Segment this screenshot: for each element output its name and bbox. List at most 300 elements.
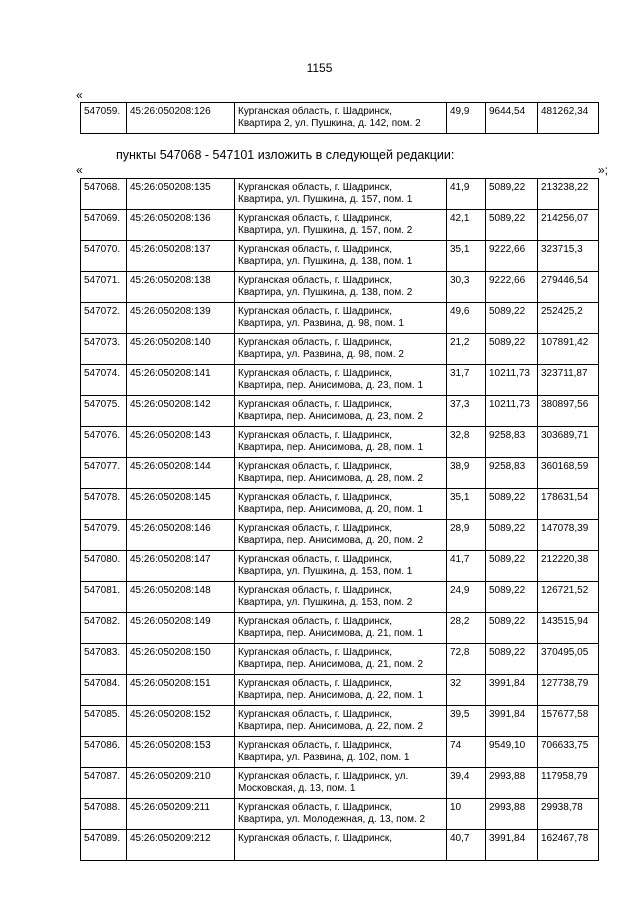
- address-cell: [235, 830, 447, 861]
- cadastral-number-cell: [127, 210, 235, 241]
- total-value: 323715,3: [541, 244, 583, 255]
- address-line: Квартира, пер. Анисимова, д. 28, пом. 1: [238, 442, 424, 453]
- address-line: Курганская область, г. Шадринск,: [238, 647, 393, 658]
- row-number: 547075.: [84, 399, 121, 410]
- total-value: 147078,39: [541, 523, 589, 534]
- address-cell: [235, 458, 447, 489]
- row-number: 547078.: [84, 492, 121, 503]
- cadastral-number-cell: [127, 830, 235, 861]
- cadastral-number-cell: [127, 551, 235, 582]
- cadastral-number: 45:26:050208:140: [130, 337, 211, 348]
- area: 28,2: [450, 616, 470, 627]
- row-number-cell: [81, 799, 127, 830]
- address-line: Курганская область, г. Шадринск,: [238, 306, 393, 317]
- address-cell: [235, 103, 447, 134]
- row-number-cell: [81, 582, 127, 613]
- price-per-unit: 9222,66: [489, 244, 526, 255]
- cadastral-number-cell: [127, 737, 235, 768]
- area: 30,3: [450, 275, 470, 286]
- address-line: Курганская область, г. Шадринск,: [238, 554, 393, 565]
- address-line: Квартира, ул. Развина, д. 98, пом. 1: [238, 318, 404, 329]
- total-value-cell: [538, 334, 599, 365]
- total-value: 117958,79: [541, 771, 588, 782]
- price-per-unit: 3991,84: [489, 678, 526, 689]
- address-line: Квартира, ул. Пушкина, д. 138, пом. 2: [238, 287, 413, 298]
- area: 10: [450, 802, 462, 813]
- price-per-unit-cell: [486, 520, 538, 551]
- price-per-unit: 5089,22: [489, 306, 526, 317]
- address-line: Квартира, пер. Анисимова, д. 20, пом. 1: [238, 504, 424, 515]
- price-per-unit: 2993,88: [489, 771, 526, 782]
- cadastral-number-cell: [127, 241, 235, 272]
- row-number: 547086.: [84, 740, 121, 751]
- row-number: 547081.: [84, 585, 121, 596]
- price-per-unit: 9258,83: [489, 461, 526, 472]
- cadastral-number: 45:26:050208:150: [130, 647, 211, 658]
- table-row: [81, 551, 599, 582]
- total-value-cell: [538, 737, 599, 768]
- row-number: 547084.: [84, 678, 121, 689]
- area-cell: [447, 706, 486, 737]
- address-cell: [235, 303, 447, 334]
- price-per-unit: 9222,66: [489, 275, 526, 286]
- price-per-unit-cell: [486, 103, 538, 134]
- address-cell: [235, 706, 447, 737]
- area-cell: [447, 210, 486, 241]
- cadastral-number: 45:26:050208:152: [130, 709, 211, 720]
- cadastral-number-cell: [127, 272, 235, 303]
- total-value-cell: [538, 830, 599, 861]
- total-value-cell: [538, 458, 599, 489]
- address-line: Квартира, ул. Пушкина, д. 153, пом. 2: [238, 597, 413, 608]
- area-cell: [447, 551, 486, 582]
- address-line: Квартира, пер. Анисимова, д. 23, пом. 2: [238, 411, 424, 422]
- row-number: 547083.: [84, 647, 121, 658]
- price-per-unit: 9644,54: [489, 106, 526, 117]
- address-line: Курганская область, г. Шадринск,: [238, 182, 393, 193]
- price-per-unit: 5089,22: [489, 492, 526, 503]
- area: 41,9: [450, 182, 470, 193]
- price-per-unit-cell: [486, 210, 538, 241]
- table-row: [81, 644, 599, 675]
- price-per-unit-cell: [486, 799, 538, 830]
- cadastral-number: 45:26:050208:142: [130, 399, 211, 410]
- row-number-cell: [81, 396, 127, 427]
- row-number-cell: [81, 520, 127, 551]
- total-value: 252425,2: [541, 306, 583, 317]
- price-per-unit-cell: [486, 272, 538, 303]
- area-cell: [447, 396, 486, 427]
- address-cell: [235, 489, 447, 520]
- total-value: 214256,07: [541, 213, 589, 224]
- total-value: 126721,52: [541, 585, 589, 596]
- cadastral-number: 45:26:050208:138: [130, 275, 211, 286]
- price-per-unit: 5089,22: [489, 647, 526, 658]
- address-cell: [235, 551, 447, 582]
- price-per-unit: 9258,83: [489, 430, 526, 441]
- cadastral-number-cell: [127, 644, 235, 675]
- address-line: Курганская область, г. Шадринск,: [238, 337, 393, 348]
- address-line: Квартира 2, ул. Пушкина, д. 142, пом. 2: [238, 118, 421, 129]
- row-number-cell: [81, 613, 127, 644]
- cadastral-number: 45:26:050208:151: [130, 678, 211, 689]
- total-value-cell: [538, 365, 599, 396]
- address-line: Квартира, пер. Анисимова, д. 21, пом. 1: [238, 628, 424, 639]
- row-number-cell: [81, 489, 127, 520]
- cadastral-number: 45:26:050208:143: [130, 430, 211, 441]
- cadastral-number-cell: [127, 520, 235, 551]
- table-row: [81, 706, 599, 737]
- table-row: [81, 799, 599, 830]
- row-number-cell: [81, 768, 127, 799]
- area-cell: [447, 427, 486, 458]
- total-value: 29938,78: [541, 802, 583, 813]
- total-value: 481262,34: [541, 106, 589, 117]
- cadastral-number: 45:26:050208:148: [130, 585, 211, 596]
- price-per-unit-cell: [486, 334, 538, 365]
- price-per-unit: 10211,73: [489, 368, 530, 379]
- total-value-cell: [538, 799, 599, 830]
- area: 35,1: [450, 244, 470, 255]
- row-number-cell: [81, 427, 127, 458]
- cadastral-number-cell: [127, 365, 235, 396]
- page-number: 1155: [306, 61, 333, 75]
- total-value: 706633,75: [541, 740, 589, 751]
- area: 38,9: [450, 461, 470, 472]
- table-row: [81, 272, 599, 303]
- area: 41,7: [450, 554, 470, 565]
- cadastral-number-cell: [127, 458, 235, 489]
- area: 21,2: [450, 337, 470, 348]
- cadastral-number-cell: [127, 303, 235, 334]
- area-cell: [447, 644, 486, 675]
- cadastral-number-cell: [127, 489, 235, 520]
- row-number: 547068.: [84, 182, 121, 193]
- address-line: Курганская область, г. Шадринск,: [238, 430, 393, 441]
- price-per-unit: 5089,22: [489, 337, 526, 348]
- price-per-unit: 9549,10: [489, 740, 526, 751]
- cadastral-number: 45:26:050208:135: [130, 182, 211, 193]
- row-number: 547082.: [84, 616, 121, 627]
- area-cell: [447, 241, 486, 272]
- table-row: [81, 582, 599, 613]
- total-value: 162467,78: [541, 833, 589, 844]
- area: 31,7: [450, 368, 470, 379]
- total-value: 360168,59: [541, 461, 589, 472]
- address-cell: [235, 179, 447, 210]
- address-line: Курганская область, г. Шадринск,: [238, 244, 393, 255]
- row-number-cell: [81, 644, 127, 675]
- table-row: [81, 613, 599, 644]
- address-cell: [235, 675, 447, 706]
- price-per-unit-cell: [486, 458, 538, 489]
- total-value-cell: [538, 582, 599, 613]
- address-line: Московская, д. 13, пом. 1: [238, 783, 356, 794]
- row-number-cell: [81, 737, 127, 768]
- address-line: Квартира, пер. Анисимова, д. 20, пом. 2: [238, 535, 424, 546]
- table-row: [81, 241, 599, 272]
- total-value: 279446,54: [541, 275, 589, 286]
- address-line: Квартира, ул. Пушкина, д. 138, пом. 1: [238, 256, 413, 267]
- row-number: 547072.: [84, 306, 121, 317]
- row-number-cell: [81, 103, 127, 134]
- area: 32: [450, 678, 462, 689]
- cadastral-number-cell: [127, 179, 235, 210]
- price-per-unit-cell: [486, 675, 538, 706]
- price-per-unit-cell: [486, 396, 538, 427]
- row-number-cell: [81, 210, 127, 241]
- total-value-cell: [538, 427, 599, 458]
- cadastral-number-cell: [127, 675, 235, 706]
- cadastral-number: 45:26:050209:212: [130, 833, 211, 844]
- row-number: 547069.: [84, 213, 121, 224]
- table-row: [81, 427, 599, 458]
- address-line: Квартира, пер. Анисимова, д. 22, пом. 1: [238, 690, 424, 701]
- table-row: [81, 103, 599, 134]
- row-number: 547079.: [84, 523, 121, 534]
- total-value-cell: [538, 179, 599, 210]
- table-row: [81, 675, 599, 706]
- cadastral-number-cell: [127, 799, 235, 830]
- address-cell: [235, 613, 447, 644]
- total-value-cell: [538, 210, 599, 241]
- address-cell: [235, 210, 447, 241]
- row-number: 547071.: [84, 275, 121, 286]
- area: 24,9: [450, 585, 470, 596]
- table-row: [81, 210, 599, 241]
- row-number: 547080.: [84, 554, 121, 565]
- address-line: Квартира, пер. Анисимова, д. 23, пом. 1: [238, 380, 424, 391]
- price-per-unit-cell: [486, 179, 538, 210]
- total-value-cell: [538, 706, 599, 737]
- price-per-unit-cell: [486, 706, 538, 737]
- cadastral-number: 45:26:050208:141: [130, 368, 211, 379]
- row-number-cell: [81, 706, 127, 737]
- register-table: [80, 178, 599, 861]
- area-cell: [447, 458, 486, 489]
- cadastral-number: 45:26:050209:211: [130, 802, 210, 813]
- address-cell: [235, 427, 447, 458]
- row-number-cell: [81, 272, 127, 303]
- total-value: 107891,42: [541, 337, 589, 348]
- row-number-cell: [81, 303, 127, 334]
- area: 72,8: [450, 647, 470, 658]
- price-per-unit-cell: [486, 551, 538, 582]
- address-line: Курганская область, г. Шадринск, ул.: [238, 771, 409, 782]
- area-cell: [447, 613, 486, 644]
- price-per-unit-cell: [486, 768, 538, 799]
- area-cell: [447, 303, 486, 334]
- total-value-cell: [538, 103, 599, 134]
- total-value: 213238,22: [541, 182, 589, 193]
- area-cell: [447, 103, 486, 134]
- row-number: 547076.: [84, 430, 121, 441]
- address-line: Курганская область, г. Шадринск,: [238, 461, 393, 472]
- cadastral-number: 45:26:050208:136: [130, 213, 211, 224]
- row-number-cell: [81, 179, 127, 210]
- total-value: 212220,38: [541, 554, 589, 565]
- row-number: 547089.: [84, 833, 121, 844]
- row-number-cell: [81, 675, 127, 706]
- address-line: Курганская область, г. Шадринск,: [238, 492, 393, 503]
- table-row: [81, 520, 599, 551]
- area-cell: [447, 272, 486, 303]
- area-cell: [447, 365, 486, 396]
- row-number: 547077.: [84, 461, 121, 472]
- open-quote: «: [76, 88, 83, 102]
- area: 37,3: [450, 399, 470, 410]
- address-cell: [235, 799, 447, 830]
- price-per-unit-cell: [486, 241, 538, 272]
- address-cell: [235, 241, 447, 272]
- cadastral-number: 45:26:050208:147: [130, 554, 211, 565]
- table-row: [81, 365, 599, 396]
- table-row: [81, 458, 599, 489]
- close-quote: »;: [598, 163, 609, 177]
- address-line: Квартира, ул. Молодежная, д. 13, пом. 2: [238, 814, 426, 825]
- total-value-cell: [538, 644, 599, 675]
- address-line: Курганская область, г. Шадринск,: [238, 709, 393, 720]
- row-number-cell: [81, 458, 127, 489]
- address-line: Курганская область, г. Шадринск,: [238, 106, 393, 117]
- address-line: Квартира, пер. Анисимова, д. 21, пом. 2: [238, 659, 424, 670]
- address-line: Квартира, ул. Пушкина, д. 157, пом. 2: [238, 225, 413, 236]
- price-per-unit: 5089,22: [489, 182, 526, 193]
- cadastral-number-cell: [127, 582, 235, 613]
- address-line: Курганская область, г. Шадринск,: [238, 399, 393, 410]
- price-per-unit: 5089,22: [489, 616, 526, 627]
- address-line: Квартира, ул. Пушкина, д. 153, пом. 1: [238, 566, 413, 577]
- price-per-unit-cell: [486, 427, 538, 458]
- address-line: Курганская область, г. Шадринск,: [238, 368, 393, 379]
- row-number: 547070.: [84, 244, 121, 255]
- area-cell: [447, 675, 486, 706]
- area-cell: [447, 520, 486, 551]
- price-per-unit: 10211,73: [489, 399, 530, 410]
- table-row: [81, 830, 599, 861]
- total-value: 157677,58: [541, 709, 589, 720]
- area-cell: [447, 737, 486, 768]
- cadastral-number: 45:26:050208:153: [130, 740, 211, 751]
- area-cell: [447, 179, 486, 210]
- row-number: 547085.: [84, 709, 121, 720]
- area: 39,5: [450, 709, 470, 720]
- area: 49,6: [450, 306, 470, 317]
- cadastral-number-cell: [127, 396, 235, 427]
- total-value-cell: [538, 241, 599, 272]
- price-per-unit-cell: [486, 737, 538, 768]
- address-cell: [235, 737, 447, 768]
- price-per-unit-cell: [486, 489, 538, 520]
- table-row: [81, 303, 599, 334]
- address-line: Курганская область, г. Шадринск,: [238, 213, 393, 224]
- cadastral-number-cell: [127, 706, 235, 737]
- price-per-unit-cell: [486, 830, 538, 861]
- price-per-unit: 5089,22: [489, 213, 526, 224]
- area: 35,1: [450, 492, 470, 503]
- table-row: [81, 396, 599, 427]
- area: 28,9: [450, 523, 470, 534]
- register-table-top: [80, 102, 599, 134]
- cadastral-number: 45:26:050208:146: [130, 523, 211, 534]
- total-value: 127738,79: [541, 678, 589, 689]
- total-value-cell: [538, 768, 599, 799]
- area-cell: [447, 334, 486, 365]
- address-line: Курганская область, г. Шадринск,: [238, 275, 393, 286]
- area-cell: [447, 582, 486, 613]
- cadastral-number-cell: [127, 334, 235, 365]
- table-row: [81, 768, 599, 799]
- price-per-unit: 3991,84: [489, 709, 526, 720]
- price-per-unit: 2993,88: [489, 802, 526, 813]
- table-row: [81, 737, 599, 768]
- address-line: Курганская область, г. Шадринск,: [238, 678, 393, 689]
- row-number-cell: [81, 365, 127, 396]
- address-line: Курганская область, г. Шадринск,: [238, 833, 393, 844]
- row-number-cell: [81, 241, 127, 272]
- cadastral-number: 45:26:050209:210: [130, 771, 211, 782]
- area-cell: [447, 799, 486, 830]
- price-per-unit: 5089,22: [489, 554, 526, 565]
- cadastral-number: 45:26:050208:126: [130, 106, 211, 117]
- address-line: Квартира, пер. Анисимова, д. 28, пом. 2: [238, 473, 424, 484]
- price-per-unit: 5089,22: [489, 523, 526, 534]
- total-value-cell: [538, 489, 599, 520]
- total-value-cell: [538, 272, 599, 303]
- price-per-unit-cell: [486, 303, 538, 334]
- address-cell: [235, 396, 447, 427]
- price-per-unit-cell: [486, 365, 538, 396]
- address-cell: [235, 582, 447, 613]
- area: 74: [450, 740, 462, 751]
- address-line: Курганская область, г. Шадринск,: [238, 802, 393, 813]
- total-value: 303689,71: [541, 430, 589, 441]
- cadastral-number: 45:26:050208:139: [130, 306, 211, 317]
- instruction-text: пункты 547068 - 547101 изложить в следующей редакции:: [116, 148, 455, 162]
- address-line: Квартира, ул. Пушкина, д. 157, пом. 1: [238, 194, 413, 205]
- price-per-unit: 5089,22: [489, 585, 526, 596]
- total-value: 323711,87: [541, 368, 588, 379]
- total-value-cell: [538, 613, 599, 644]
- area-cell: [447, 768, 486, 799]
- area: 49,9: [450, 106, 470, 117]
- table-row: [81, 489, 599, 520]
- price-per-unit: 3991,84: [489, 833, 526, 844]
- row-number-cell: [81, 551, 127, 582]
- area: 40,7: [450, 833, 470, 844]
- total-value-cell: [538, 520, 599, 551]
- row-number: 547073.: [84, 337, 121, 348]
- total-value: 380897,56: [541, 399, 589, 410]
- address-cell: [235, 768, 447, 799]
- area: 39,4: [450, 771, 470, 782]
- cadastral-number-cell: [127, 427, 235, 458]
- area: 32,8: [450, 430, 470, 441]
- price-per-unit-cell: [486, 582, 538, 613]
- cadastral-number: 45:26:050208:137: [130, 244, 211, 255]
- row-number: 547087.: [84, 771, 121, 782]
- address-cell: [235, 644, 447, 675]
- row-number: 547074.: [84, 368, 121, 379]
- row-number-cell: [81, 334, 127, 365]
- address-line: Квартира, ул. Развина, д. 98, пом. 2: [238, 349, 404, 360]
- address-cell: [235, 365, 447, 396]
- cadastral-number: 45:26:050208:149: [130, 616, 211, 627]
- address-line: Курганская область, г. Шадринск,: [238, 740, 393, 751]
- table-row: [81, 179, 599, 210]
- address-cell: [235, 334, 447, 365]
- row-number-cell: [81, 830, 127, 861]
